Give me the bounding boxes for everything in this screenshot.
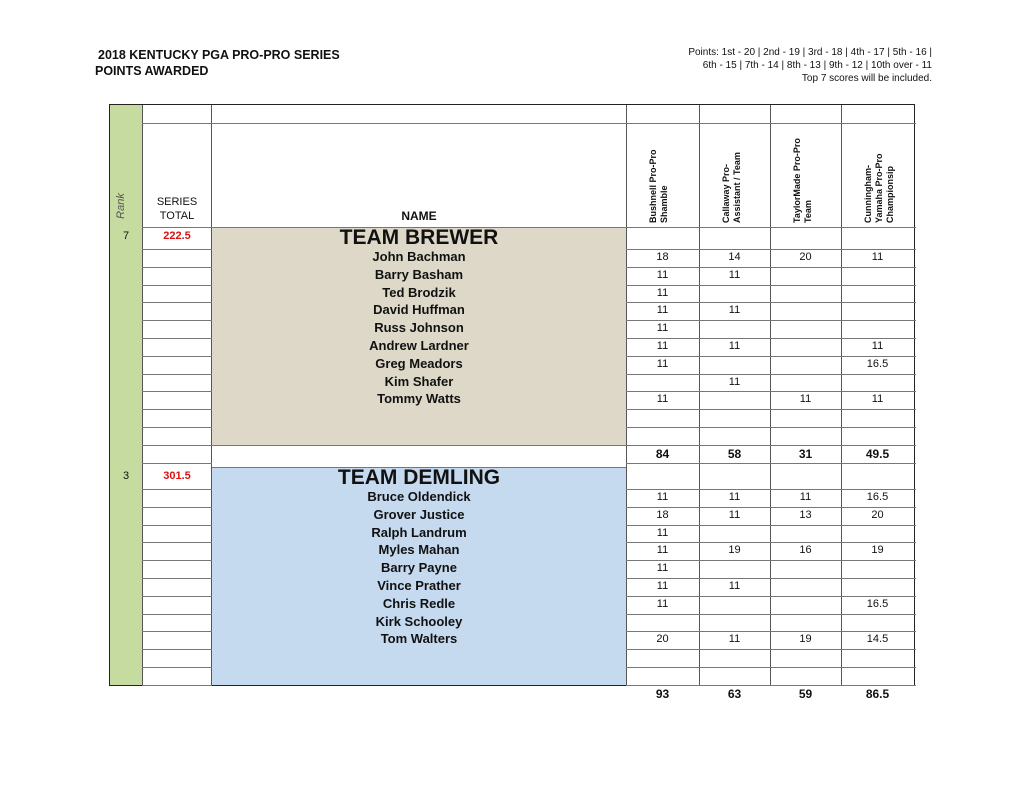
player-score: 11 <box>871 393 884 406</box>
team-total: 93 <box>655 686 670 701</box>
grid-hline <box>142 542 212 543</box>
player-score: 11 <box>656 544 669 557</box>
event-header-3 <box>792 118 813 223</box>
team-total: 63 <box>727 686 742 701</box>
team-rank: 7 <box>122 230 130 242</box>
player-score: 11 <box>656 393 669 406</box>
team-name: TEAM DEMLING <box>337 466 501 489</box>
grid-hline <box>212 445 626 446</box>
name-header: NAME <box>401 209 437 223</box>
player-score: 11 <box>728 580 741 592</box>
grid-hline <box>142 338 212 339</box>
player-score: 11 <box>728 491 741 503</box>
player-name: Kirk Schooley <box>375 613 463 629</box>
grid-hline <box>626 649 916 650</box>
team-total: 58 <box>727 446 742 461</box>
points-legend <box>512 46 932 85</box>
event-header-4 <box>863 118 895 223</box>
grid-hline <box>142 391 212 392</box>
player-score: 11 <box>656 340 669 352</box>
player-name: Greg Meadors <box>375 355 463 371</box>
document-title <box>95 47 340 79</box>
team-name: TEAM BREWER <box>339 226 499 249</box>
player-score: 11 <box>656 491 669 503</box>
points-table <box>109 104 915 701</box>
grid-hline <box>142 427 212 428</box>
grid-hline <box>142 302 212 303</box>
event-header-line: Yamaha Pro-Pro <box>874 153 884 223</box>
team-series-total: 301.5 <box>163 470 191 482</box>
player-name: Myles Mahan <box>378 542 460 558</box>
grid-hline <box>626 409 916 410</box>
player-score: 11 <box>799 491 812 503</box>
player-name: Ralph Landrum <box>371 524 467 540</box>
event-header-line: Bushnell Pro-Pro <box>648 149 658 223</box>
player-score: 11 <box>728 340 741 352</box>
series-header-line1: SERIES <box>156 196 198 208</box>
player-score: 11 <box>871 251 884 263</box>
grid-hline <box>626 374 916 375</box>
player-score: 16 <box>799 544 812 557</box>
player-score: 14 <box>728 251 741 263</box>
grid-hline <box>142 631 212 632</box>
player-score: 11 <box>656 597 669 610</box>
player-name: John Bachman <box>372 249 466 264</box>
player-score: 16.5 <box>866 597 889 610</box>
team-series-total: 222.5 <box>163 230 191 242</box>
grid-hline <box>142 578 212 579</box>
series-header-line2: TOTAL <box>159 210 195 222</box>
grid-hline <box>142 685 212 686</box>
player-score: 16.5 <box>866 491 889 503</box>
grid-hline <box>626 614 916 615</box>
player-name: Grover Justice <box>373 506 465 522</box>
grid-vline <box>699 105 700 685</box>
grid-hline <box>142 267 212 268</box>
title-line-2: POINTS AWARDED <box>95 64 209 78</box>
points-line-3: Top 7 scores will be included. <box>801 73 932 84</box>
grid-hline <box>142 649 212 650</box>
player-score: 19 <box>799 633 812 646</box>
player-score: 20 <box>871 508 884 521</box>
player-score: 20 <box>656 633 669 646</box>
grid-hline <box>142 409 212 410</box>
player-score: 19 <box>728 544 741 557</box>
event-header-line: Championsip <box>885 165 895 223</box>
player-name: Kim Shafer <box>384 373 454 389</box>
player-name: Barry Basham <box>374 266 464 282</box>
player-name: Andrew Lardner <box>369 338 469 353</box>
player-score: 16.5 <box>866 357 889 370</box>
grid-hline <box>142 285 212 286</box>
event-header-line: Cunningham- <box>863 165 873 223</box>
player-score: 14.5 <box>866 633 889 646</box>
series-total-header <box>144 195 210 223</box>
grid-hline <box>142 489 212 490</box>
team-total: 59 <box>798 686 813 701</box>
grid-hline <box>142 320 212 321</box>
player-score: 19 <box>871 544 884 557</box>
team-rank: 3 <box>122 470 130 482</box>
player-name: David Huffman <box>373 302 465 318</box>
event-header-line: Shamble <box>659 185 669 223</box>
player-score: 11 <box>656 322 669 335</box>
rank-header: Rank <box>114 193 127 219</box>
team-total: 86.5 <box>865 686 890 701</box>
player-score: 11 <box>656 562 669 575</box>
player-score: 20 <box>799 251 812 263</box>
player-score: 11 <box>656 526 669 539</box>
event-header-1 <box>648 118 669 223</box>
player-score: 11 <box>656 286 669 299</box>
player-score: 13 <box>799 508 812 521</box>
player-name: Tom Walters <box>380 631 458 647</box>
player-score: 11 <box>728 633 741 646</box>
team-total: 31 <box>798 446 813 461</box>
player-name: Vince Prather <box>377 578 461 593</box>
player-score: 11 <box>656 304 669 317</box>
grid-hline <box>142 463 212 464</box>
grid-hline <box>142 560 212 561</box>
team-total: 84 <box>655 446 670 461</box>
grid-hline <box>626 667 916 668</box>
team-total: 49.5 <box>865 446 890 461</box>
player-name: Russ Johnson <box>374 320 464 336</box>
player-score: 11 <box>728 304 741 317</box>
player-score: 11 <box>656 268 669 281</box>
grid-hline <box>142 374 212 375</box>
grid-hline <box>142 249 212 250</box>
event-header-2 <box>721 118 742 223</box>
title-line-1: 2018 KENTUCKY PGA PRO-PRO SERIES <box>98 48 340 62</box>
grid-hline <box>142 667 212 668</box>
grid-hline <box>142 507 212 508</box>
player-score: 11 <box>728 268 741 281</box>
grid-vline <box>142 105 143 685</box>
player-score: 11 <box>728 508 741 521</box>
grid-hline <box>142 356 212 357</box>
event-header-line: Assistant / Team <box>732 152 742 223</box>
player-score: 11 <box>799 393 812 406</box>
player-score: 11 <box>728 375 741 388</box>
player-name: Bruce Oldendick <box>367 489 471 504</box>
player-score: 11 <box>656 580 669 592</box>
event-header-line: TaylorMade Pro-Pro <box>792 138 802 223</box>
player-name: Barry Payne <box>381 560 457 576</box>
player-name: Chris Redle <box>382 595 456 611</box>
player-score: 18 <box>656 508 669 521</box>
player-name: Tommy Watts <box>377 391 461 407</box>
event-header-line: Team <box>803 200 813 223</box>
player-score: 11 <box>871 340 884 352</box>
player-name: Ted Brodzik <box>382 284 456 300</box>
player-score: 11 <box>656 357 669 370</box>
event-header-line: Callaway Pro- <box>721 163 731 223</box>
grid-hline <box>142 614 212 615</box>
grid-hline <box>142 445 212 446</box>
points-line-2: 6th - 15 | 7th - 14 | 8th - 13 | 9th - 12 | 10th over - 11 <box>702 60 932 71</box>
grid-hline <box>142 525 212 526</box>
points-line-1: Points: 1st - 20 | 2nd - 19 | 3rd - 18 | 4th - 17 | 5th - 16 | <box>688 47 932 58</box>
player-score: 18 <box>656 251 669 263</box>
grid-hline <box>626 227 916 228</box>
grid-hline <box>626 427 916 428</box>
grid-hline <box>142 596 212 597</box>
